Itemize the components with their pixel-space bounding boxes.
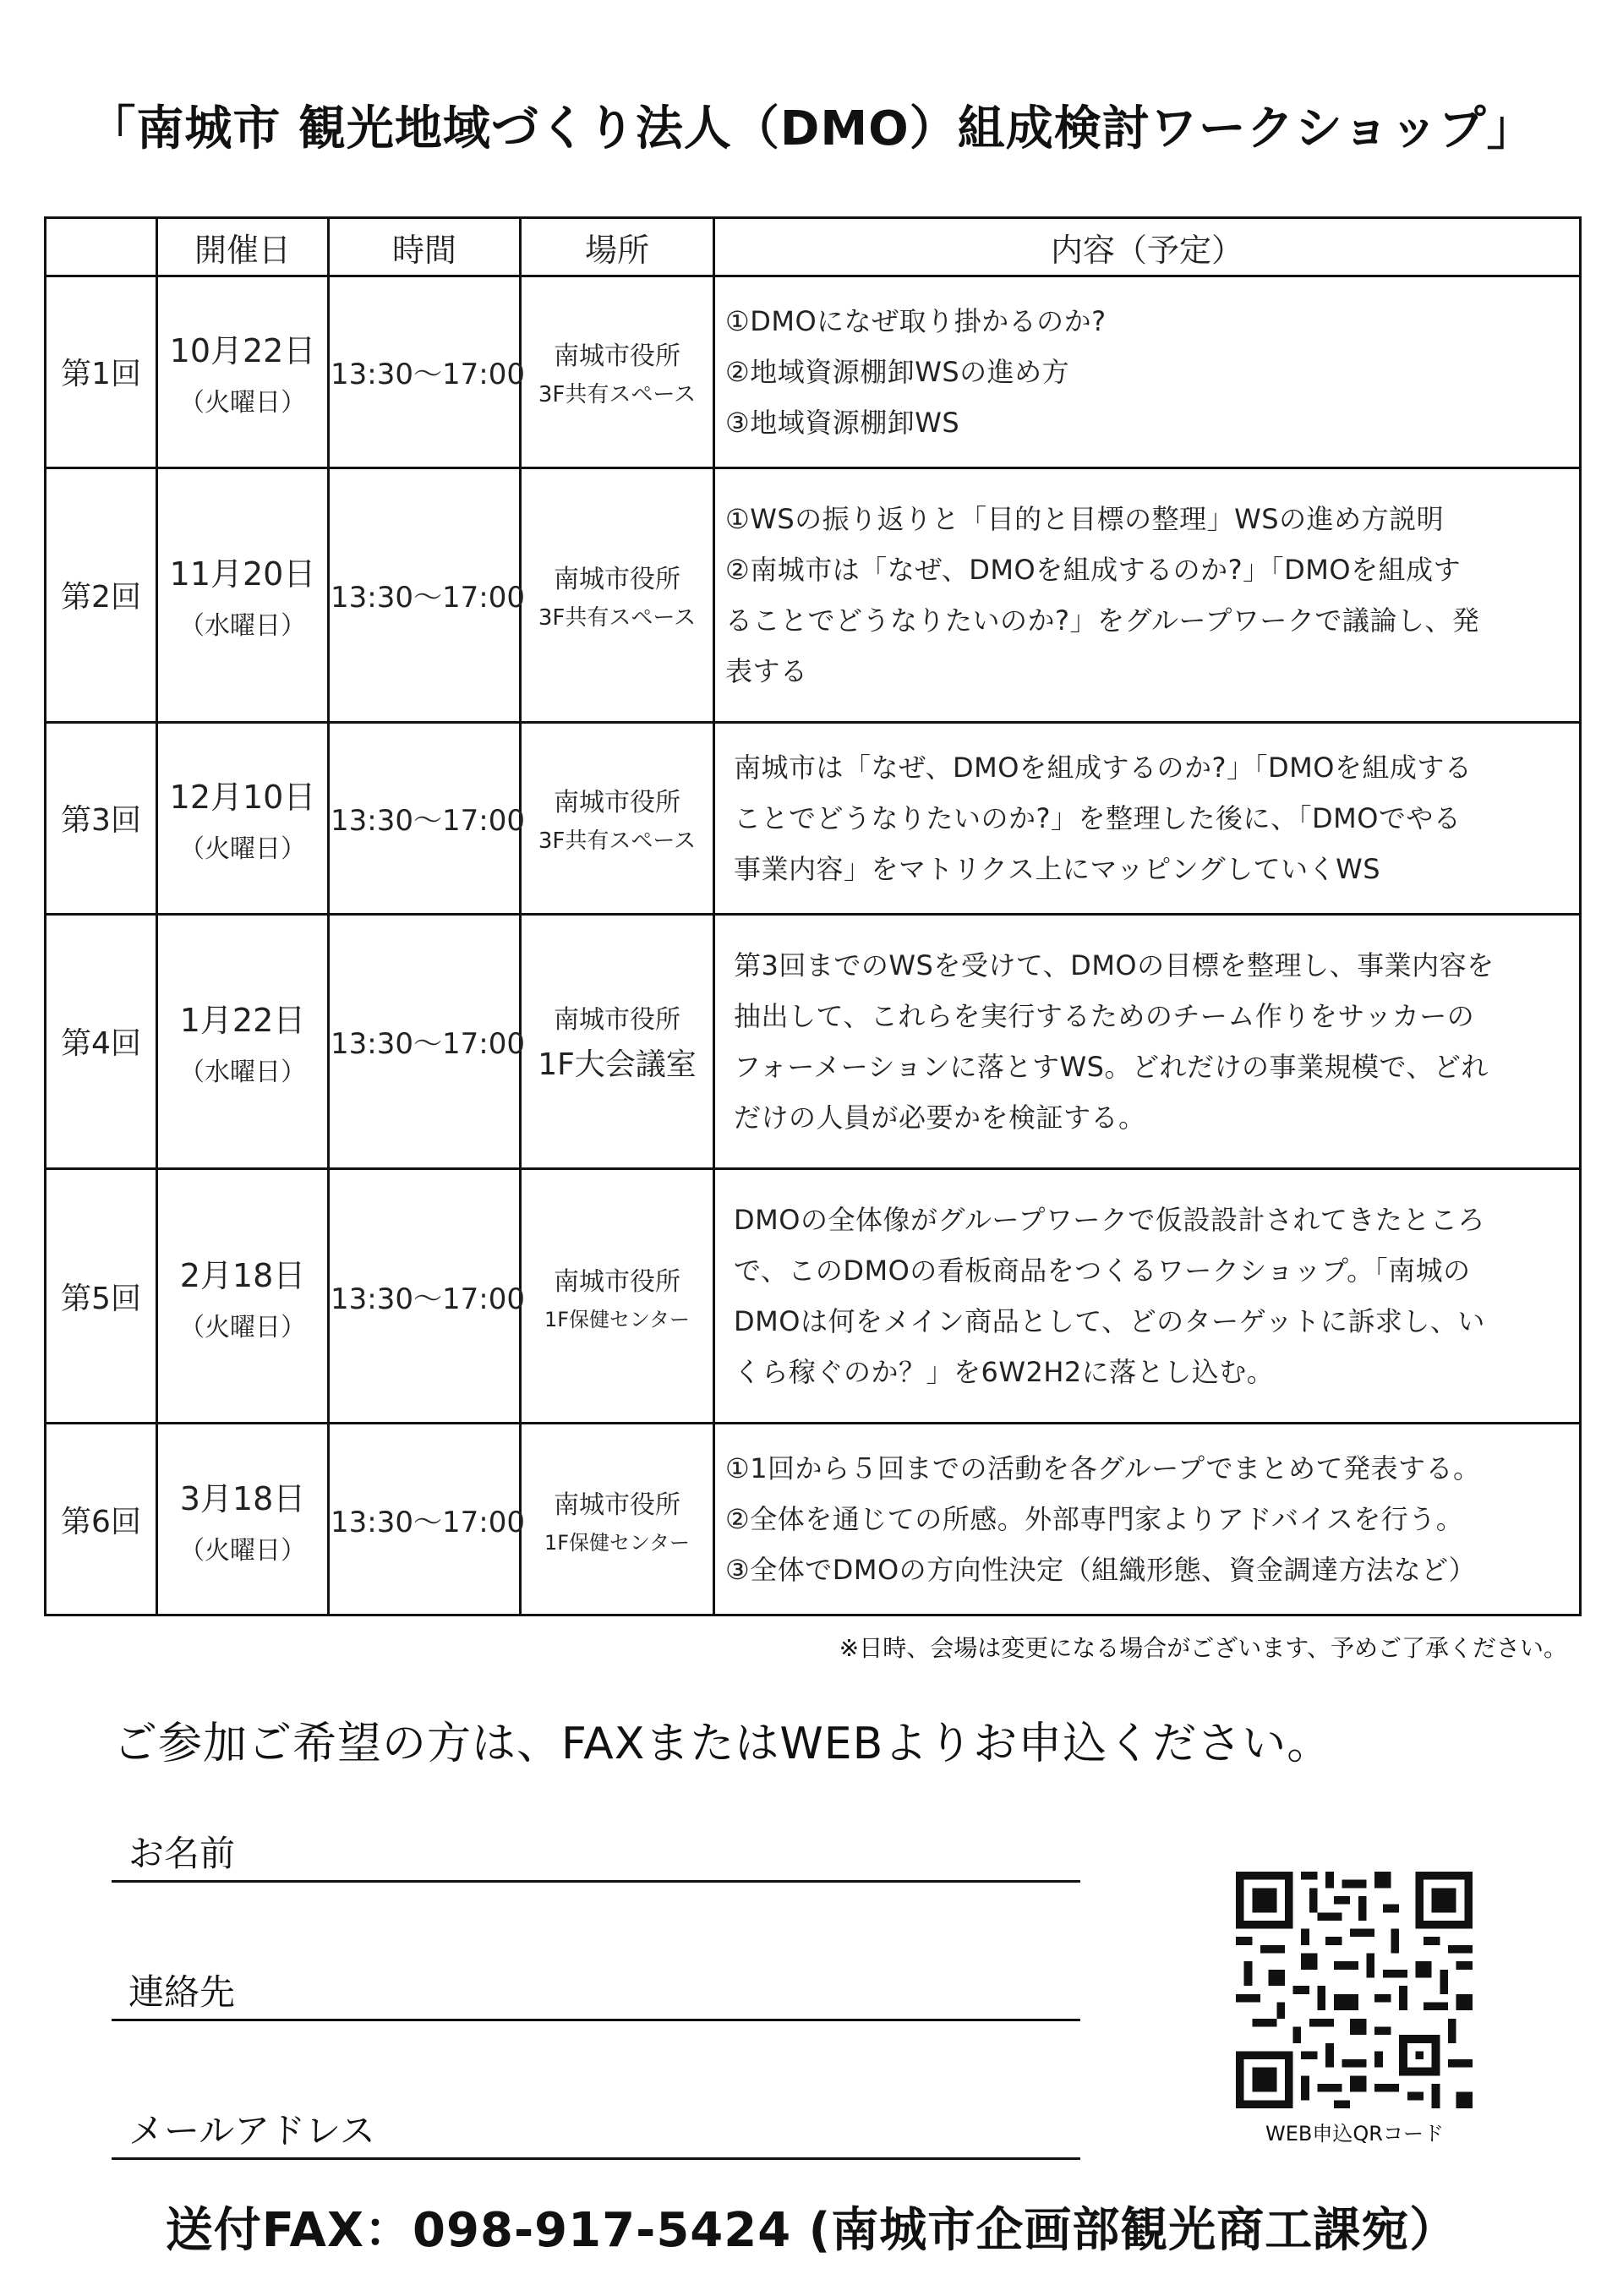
weekday-text: （火曜日） xyxy=(179,834,306,865)
content-cell xyxy=(714,1424,1581,1615)
header-round xyxy=(46,218,157,276)
place-building: 南城市役所 xyxy=(554,1490,680,1520)
content-line: ②地域資源棚卸WSの進め方 xyxy=(725,355,1070,388)
round-cell: 第5回 xyxy=(46,1168,157,1423)
weekday-text: （火曜日） xyxy=(179,388,306,418)
content-cell xyxy=(714,276,1581,468)
place-cell xyxy=(521,467,714,722)
place-building: 南城市役所 xyxy=(554,788,680,818)
weekday-text: （水曜日） xyxy=(179,1058,306,1088)
content-line: 抽出して、これらを実行するためのチーム作りをサッカーの xyxy=(734,999,1475,1032)
header-date: 開催日 xyxy=(157,218,329,276)
qr-code-icon[interactable] xyxy=(1236,1872,1473,2108)
place-room: 3F共有スペース xyxy=(538,828,697,855)
round-cell: 第6回 xyxy=(46,1424,157,1615)
name-field[interactable] xyxy=(112,1824,1080,1883)
weekday-text: （火曜日） xyxy=(179,1312,306,1342)
date-text: 2月18日 xyxy=(179,1256,306,1294)
content-line: ②全体を通じての所感。外部専門家よりアドバイスを行う。 xyxy=(725,1503,1464,1536)
weekday-text: （水曜日） xyxy=(179,611,306,642)
content-line: ③全体でDMOの方向性決定（組織形態、資金調達方法など） xyxy=(725,1554,1477,1587)
time-cell: 13:30〜17:00 xyxy=(329,722,521,914)
content-line: だけの人員が必要かを検証する。 xyxy=(734,1101,1146,1134)
content-line: ②南城市は「なぜ、DMOを組成するのか?」「DMOを組成す xyxy=(725,553,1462,586)
content-line: 表する xyxy=(725,654,808,687)
email-label: メールアドレス xyxy=(128,2110,375,2151)
place-building: 南城市役所 xyxy=(554,565,680,595)
content-line: ることでどうなりたいのか?」をグループワークで議論し、発 xyxy=(725,604,1480,637)
schedule-table xyxy=(44,216,1582,1616)
date-text: 12月10日 xyxy=(169,779,316,817)
table-row xyxy=(46,276,1581,468)
content-line: 事業内容」をマトリクス上にマッピングしていくWS xyxy=(734,852,1381,885)
table-row xyxy=(46,467,1581,722)
place-room: 3F共有スペース xyxy=(538,382,697,408)
place-cell xyxy=(521,914,714,1168)
date-cell xyxy=(157,914,329,1168)
round-cell: 第3回 xyxy=(46,722,157,914)
table-row xyxy=(46,1424,1581,1615)
header-place: 場所 xyxy=(521,218,714,276)
date-cell xyxy=(157,276,329,468)
email-field[interactable] xyxy=(112,2102,1080,2160)
table-row xyxy=(46,722,1581,914)
contact-label: 連絡先 xyxy=(128,1971,236,2013)
time-cell: 13:30〜17:00 xyxy=(329,914,521,1168)
round-cell: 第2回 xyxy=(46,467,157,722)
application-instruction: ご参加ご希望の方は、FAXまたはWEBよりお申込ください。 xyxy=(113,1719,1332,1769)
content-line: 第3回までのWSを受けて、DMOの目標を整理し、事業内容を xyxy=(734,948,1495,981)
change-notice: ※日時、会場は変更になる場合がございます、予めご了承ください。 xyxy=(839,1634,1567,1662)
fax-line: 送付FAX：098-917-5424 (南城市企画部観光商工課宛） xyxy=(165,2203,1458,2258)
content-line: ③地域資源棚卸WS xyxy=(725,406,960,439)
place-cell xyxy=(521,1424,714,1615)
date-cell xyxy=(157,1168,329,1423)
content-cell xyxy=(714,467,1581,722)
place-cell xyxy=(521,276,714,468)
table-header-row xyxy=(46,218,1581,276)
content-line: DMOは何をメイン商品として、どのターゲットに訴求し、い xyxy=(734,1305,1485,1338)
date-cell xyxy=(157,467,329,722)
table-row xyxy=(46,1168,1581,1423)
date-text: 1月22日 xyxy=(179,1002,306,1040)
contact-field[interactable] xyxy=(112,1963,1080,2021)
weekday-text: （火曜日） xyxy=(179,1535,306,1566)
header-time: 時間 xyxy=(329,218,521,276)
page-title: 「南城市 観光地域づくり法人（DMO）組成検討ワークショップ」 xyxy=(88,101,1535,156)
date-cell xyxy=(157,1424,329,1615)
place-room: 1F大会議室 xyxy=(538,1047,697,1083)
date-text: 3月18日 xyxy=(179,1479,306,1517)
place-building: 南城市役所 xyxy=(554,342,680,372)
header-content: 内容（予定） xyxy=(714,218,1581,276)
date-text: 11月20日 xyxy=(169,555,316,593)
place-building: 南城市役所 xyxy=(554,1266,680,1297)
place-cell xyxy=(521,1168,714,1423)
time-cell: 13:30〜17:00 xyxy=(329,276,521,468)
round-cell: 第4回 xyxy=(46,914,157,1168)
time-cell: 13:30〜17:00 xyxy=(329,1424,521,1615)
content-line: ことでどうなりたいのか?」を整理した後に、「DMOでやる xyxy=(734,801,1462,834)
content-cell xyxy=(714,1168,1581,1423)
place-room: 1F保健センター xyxy=(544,1307,691,1331)
round-cell: 第1回 xyxy=(46,276,157,468)
name-label: お名前 xyxy=(128,1833,236,1874)
place-room: 3F共有スペース xyxy=(538,605,697,631)
time-cell: 13:30〜17:00 xyxy=(329,1168,521,1423)
content-line: で、このDMOの看板商品をつくるワークショップ。「南城の xyxy=(734,1255,1471,1287)
content-line: くら稼ぐのか？」を6W2H2に落とし込む。 xyxy=(734,1356,1275,1389)
content-line: ①1回から５回までの活動を各グループでまとめて発表する。 xyxy=(725,1452,1481,1485)
content-line: DMOの全体像がグループワークで仮設設計されてきたところ xyxy=(734,1204,1485,1237)
content-cell xyxy=(714,722,1581,914)
content-cell xyxy=(714,914,1581,1168)
place-cell xyxy=(521,722,714,914)
date-text: 10月22日 xyxy=(169,332,316,370)
place-room: 1F保健センター xyxy=(544,1530,691,1555)
date-cell xyxy=(157,722,329,914)
place-building: 南城市役所 xyxy=(554,1005,680,1036)
content-line: ①DMOになぜ取り掛かるのか? xyxy=(725,304,1107,337)
qr-caption: WEB申込QRコード xyxy=(1265,2122,1444,2146)
time-cell: 13:30〜17:00 xyxy=(329,467,521,722)
content-line: フォーメーションに落とすWS。どれだけの事業規模で、どれ xyxy=(734,1050,1489,1083)
content-line: 南城市は「なぜ、DMOを組成するのか?」「DMOを組成する xyxy=(734,751,1473,784)
table-row xyxy=(46,914,1581,1168)
content-line: ①WSの振り返りと「目的と目標の整理」WSの進め方説明 xyxy=(725,502,1445,535)
